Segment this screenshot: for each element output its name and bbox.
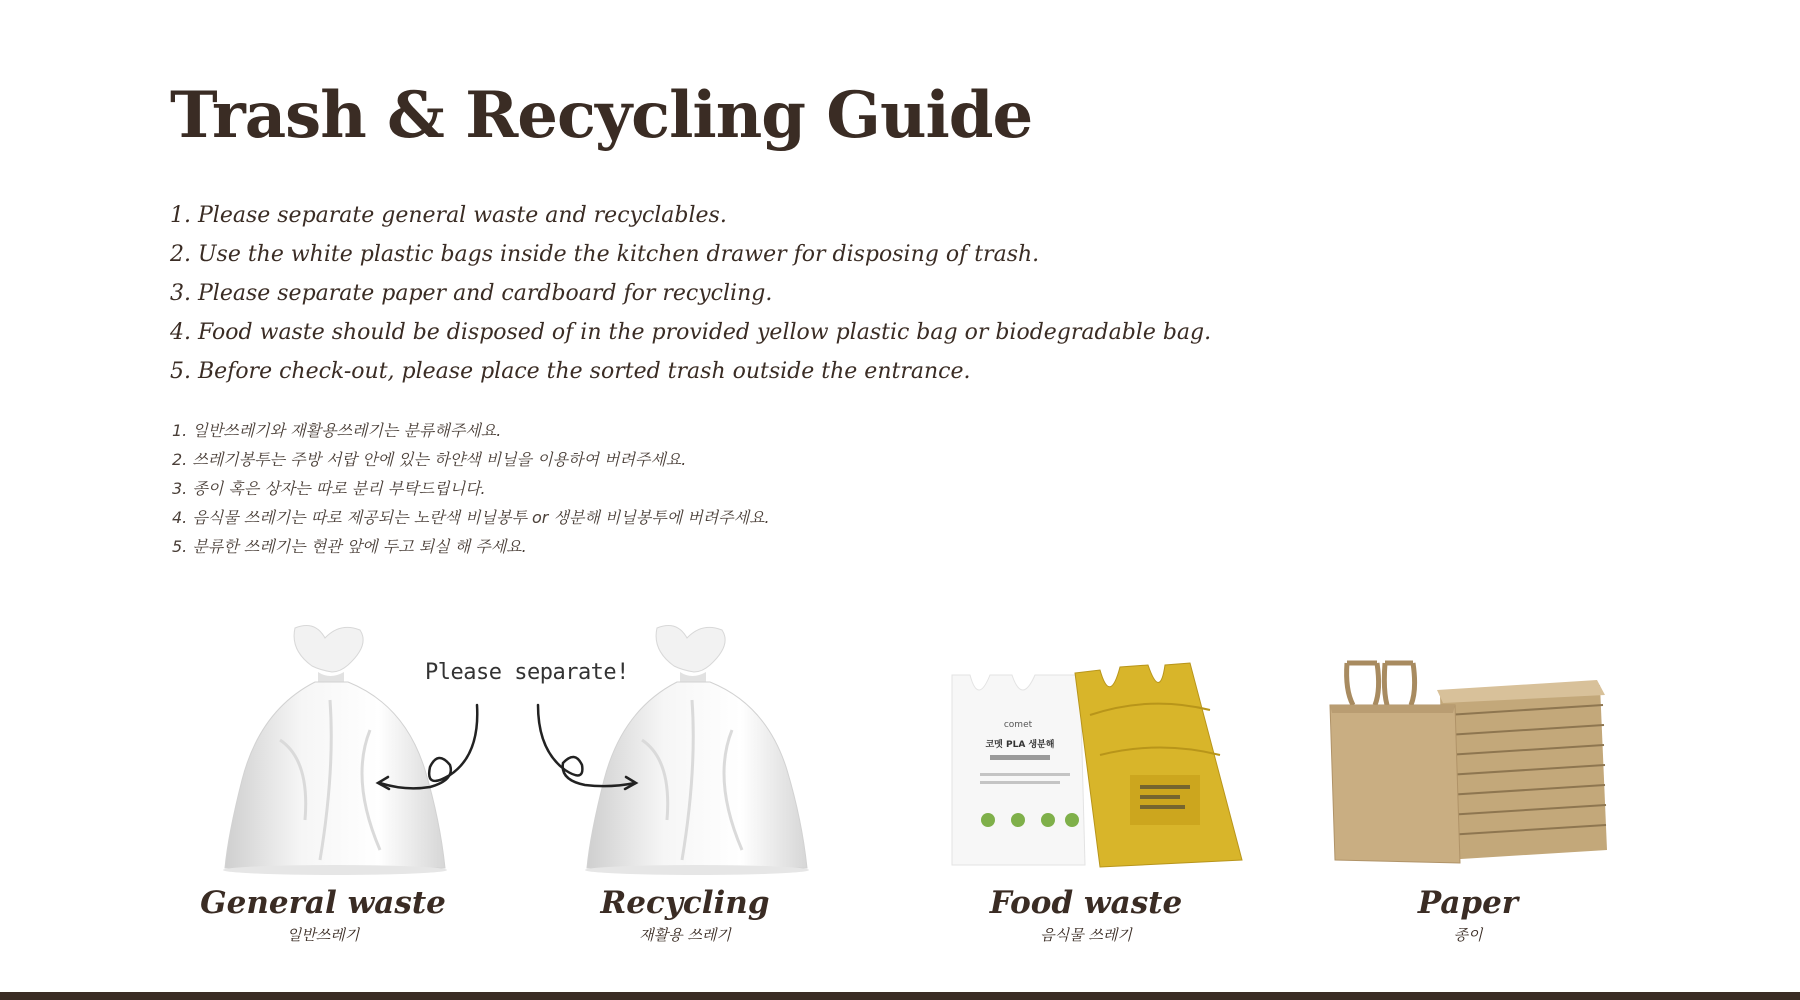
caption-ko: 재활용 쓰레기 <box>639 926 731 944</box>
instruction-ko-4: 4. 음식물 쓰레기는 따로 제공되는 노란색 비닐봉투 or 생분해 비닐봉투에 버려주세요. <box>172 508 770 527</box>
caption-ko: 음식물 쓰레기 <box>1040 926 1132 944</box>
korean-instructions <box>172 416 770 561</box>
paper-bag-and-cardboard-image <box>1325 655 1615 870</box>
caption-en: Food waste <box>989 885 1183 921</box>
package-brand: comet <box>1003 720 1033 730</box>
instruction-ko-5: 5. 분류한 쓰레기는 현관 앞에 두고 퇴실 해 주세요. <box>172 537 527 556</box>
package-product: 코멧 PLA 생분해 <box>985 740 1055 750</box>
curly-arrows <box>370 695 660 805</box>
caption-ko: 종이 <box>1453 926 1483 944</box>
caption-en: General waste <box>200 885 446 921</box>
caption-food-waste <box>926 884 1246 948</box>
instruction-en-3: 3. Please separate paper and cardboard for recycling. <box>170 281 773 306</box>
caption-paper <box>1308 884 1628 948</box>
english-instructions <box>170 196 1211 391</box>
caption-ko: 일반쓰레기 <box>286 926 360 944</box>
bottom-bar <box>0 992 1800 1000</box>
caption-general-waste <box>163 884 483 948</box>
instruction-en-4: 4. Food waste should be disposed of in the provided yellow plastic bag or biodegradable bag. <box>170 320 1212 345</box>
instruction-en-5: 5. Before check-out, please place the sorted trash outside the entrance. <box>170 359 971 384</box>
instruction-en-1: 1. Please separate general waste and recyclables. <box>170 203 727 228</box>
instruction-ko-2: 2. 쓰레기봉투는 주방 서랍 안에 있는 하얀색 비닐을 이용하여 버려주세요. <box>172 450 687 469</box>
caption-en: Paper <box>1417 885 1519 921</box>
caption-en: Recycling <box>600 885 770 921</box>
caption-recycling <box>525 884 845 948</box>
please-separate-note: Please separate! <box>425 660 629 685</box>
instruction-ko-3: 3. 종이 혹은 상자는 따로 분리 부탁드립니다. <box>172 479 486 498</box>
instruction-en-2: 2. Use the white plastic bags inside the kitchen drawer for disposing of trash. <box>170 242 1040 267</box>
instruction-ko-1: 1. 일반쓰레기와 재활용쓰레기는 분류해주세요. <box>172 421 502 440</box>
page-title: Trash & Recycling Guide <box>170 78 1033 153</box>
food-waste-bags-image <box>950 655 1245 870</box>
